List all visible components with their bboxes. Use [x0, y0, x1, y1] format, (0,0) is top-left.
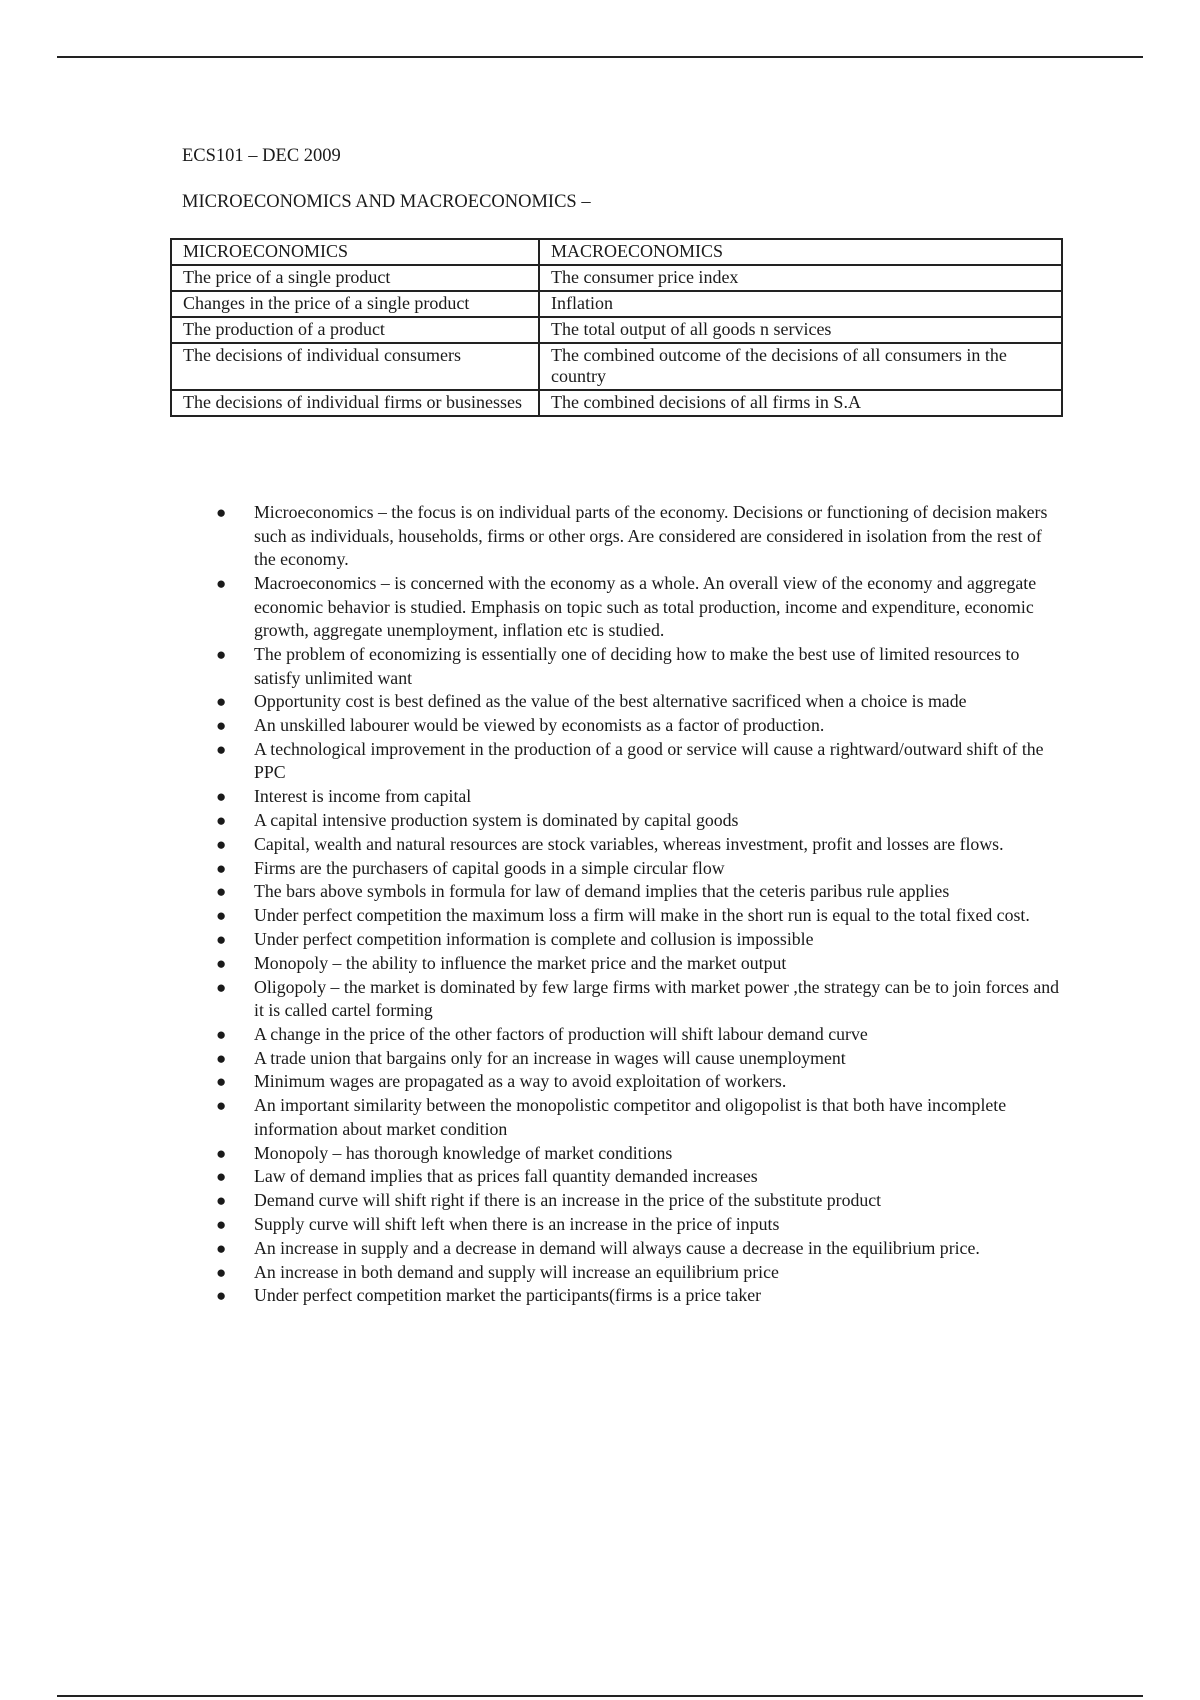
- bullet-icon: ●: [216, 1143, 227, 1163]
- list-item: [214, 1189, 1060, 1213]
- bullet-icon: ●: [216, 1048, 227, 1068]
- table-cell-macro: Inflation: [539, 291, 1062, 317]
- document-title: ECS101 – DEC 2009: [182, 146, 341, 166]
- page-bottom-rule: [57, 1695, 1143, 1697]
- bullet-icon: ●: [216, 834, 227, 854]
- list-item: [214, 1070, 1060, 1094]
- list-item: [214, 833, 1060, 857]
- list-item-text: Supply curve will shift left when there is an increase in the price of inputs: [254, 1213, 780, 1234]
- table-row: [171, 390, 1062, 416]
- table-cell-macro: The consumer price index: [539, 265, 1062, 291]
- list-item-text: Monopoly – the ability to influence the market price and the market output: [254, 952, 787, 973]
- list-item-text: A trade union that bargains only for an increase in wages will cause unemployment: [254, 1047, 846, 1068]
- list-item: [214, 785, 1060, 809]
- list-item-text: The problem of economizing is essentially one of deciding how to make the best use of limited resources to satisfy unlimited want: [254, 643, 1020, 688]
- bullet-icon: ●: [216, 503, 227, 522]
- list-item: [214, 1047, 1060, 1071]
- bullet-icon: ●: [216, 1191, 227, 1211]
- document-subtitle: MICROECONOMICS AND MACROECONOMICS –: [182, 192, 591, 212]
- bullet-icon: ●: [216, 1024, 227, 1044]
- bullet-icon: ●: [216, 1238, 227, 1258]
- bullet-icon: ●: [216, 1072, 227, 1092]
- list-item: [214, 904, 1060, 928]
- list-item: [214, 1165, 1060, 1189]
- list-item-text: Demand curve will shift right if there is an increase in the price of the substitute product: [254, 1190, 882, 1211]
- list-item: [214, 1213, 1060, 1237]
- comparison-table: [170, 238, 1063, 417]
- bullet-icon: ●: [216, 644, 227, 664]
- list-item-text: A change in the price of the other factors of production will shift labour demand curve: [254, 1023, 868, 1044]
- list-item-text: Under perfect competition information is complete and collusion is impossible: [254, 928, 814, 949]
- table-cell-micro: The price of a single product: [171, 265, 539, 291]
- list-item: [214, 809, 1060, 833]
- table-row: [171, 265, 1062, 291]
- page-top-rule: [57, 56, 1143, 58]
- bullet-icon: ●: [216, 929, 227, 949]
- table-cell-micro: The decisions of individual consumers: [171, 343, 539, 390]
- list-item-text: Macroeconomics – is concerned with the economy as a whole. An overall view of the economy and aggregate economic behavior is studied. Emphasis on topic such as total production, income and expenditure, economic growth, aggregate unemployment, inflation etc is studied.: [254, 572, 1037, 641]
- list-item: [214, 643, 1060, 690]
- list-item-text: An increase in supply and a decrease in demand will always cause a decrease in the equilibrium price.: [254, 1237, 980, 1258]
- list-item-text: An increase in both demand and supply will increase an equilibrium price: [254, 1261, 779, 1282]
- list-item-text: Interest is income from capital: [254, 786, 472, 807]
- table-header-row: [171, 239, 1062, 265]
- table-cell-micro: The production of a product: [171, 317, 539, 343]
- list-item: [214, 572, 1060, 643]
- bullet-icon: ●: [216, 787, 227, 807]
- table-cell-micro: Changes in the price of a single product: [171, 291, 539, 317]
- list-item: [214, 1237, 1060, 1261]
- table-cell-micro: The decisions of individual firms or businesses: [171, 390, 539, 416]
- bullet-icon: ●: [216, 953, 227, 973]
- bullet-icon: ●: [216, 1214, 227, 1234]
- list-item-text: Under perfect competition the maximum loss a firm will make in the short run is equal to the total fixed cost.: [254, 905, 1030, 926]
- bullet-icon: ●: [216, 882, 227, 902]
- list-item-text: Microeconomics – the focus is on individual parts of the economy. Decisions or functioning of decision makers such as individuals, households, firms or other orgs. Are considered are considered in isolation from the rest of the economy.: [254, 502, 1048, 570]
- list-item: [214, 714, 1060, 738]
- list-item: [214, 976, 1060, 1023]
- list-item: [214, 1023, 1060, 1047]
- table-cell-macro: The combined decisions of all firms in S.A: [539, 390, 1062, 416]
- notes-bullet-list: [214, 501, 1060, 1308]
- list-item: [214, 690, 1060, 714]
- table-cell-macro: The combined outcome of the decisions of all consumers in the country: [539, 343, 1062, 390]
- bullet-icon: ●: [216, 977, 227, 997]
- list-item-text: Law of demand implies that as prices fall quantity demanded increases: [254, 1166, 758, 1187]
- list-item-text: A technological improvement in the production of a good or service will cause a rightward/outward shift of the PPC: [254, 738, 1044, 783]
- list-item: [214, 880, 1060, 904]
- bullet-icon: ●: [216, 1167, 227, 1187]
- list-item-text: A capital intensive production system is dominated by capital goods: [254, 810, 739, 831]
- list-item: [214, 1284, 1060, 1308]
- table-header-cell: MICROECONOMICS: [171, 239, 539, 265]
- list-item-text: An unskilled labourer would be viewed by economists as a factor of production.: [254, 715, 825, 736]
- table-cell-macro: The total output of all goods n services: [539, 317, 1062, 343]
- bullet-icon: ●: [216, 716, 227, 736]
- bullet-icon: ●: [216, 811, 227, 831]
- list-item-text: Minimum wages are propagated as a way to avoid exploitation of workers.: [254, 1071, 787, 1092]
- list-item: [214, 501, 1060, 572]
- list-item-text: The bars above symbols in formula for law of demand implies that the ceteris paribus rule applies: [254, 881, 950, 902]
- table-row: [171, 317, 1062, 343]
- table-row: [171, 343, 1062, 390]
- list-item-text: Oligopoly – the market is dominated by few large firms with market power ,the strategy can be to join forces and it is called cartel forming: [254, 976, 1060, 1021]
- list-item-text: Capital, wealth and natural resources are stock variables, whereas investment, profit and losses are flows.: [254, 833, 1004, 854]
- bullet-icon: ●: [216, 573, 227, 593]
- bullet-icon: ●: [216, 906, 227, 926]
- list-item: [214, 928, 1060, 952]
- bullet-icon: ●: [216, 1096, 227, 1116]
- bullet-icon: ●: [216, 1286, 227, 1306]
- bullet-icon: ●: [216, 739, 227, 759]
- list-item: [214, 1261, 1060, 1285]
- list-item: [214, 952, 1060, 976]
- bullet-icon: ●: [216, 692, 227, 712]
- bullet-icon: ●: [216, 1262, 227, 1282]
- list-item-text: Monopoly – has thorough knowledge of market conditions: [254, 1142, 673, 1163]
- table-row: [171, 291, 1062, 317]
- list-item-text: Under perfect competition market the participants(firms is a price taker: [254, 1285, 762, 1306]
- list-item-text: An important similarity between the monopolistic competitor and oligopolist is that both have incomplete information about market condition: [254, 1095, 1007, 1139]
- bullet-icon: ●: [216, 858, 227, 878]
- list-item-text: Firms are the purchasers of capital goods in a simple circular flow: [254, 857, 725, 878]
- list-item: [214, 738, 1060, 785]
- list-item: [214, 1094, 1060, 1141]
- list-item: [214, 857, 1060, 881]
- list-item: [214, 1142, 1060, 1166]
- list-item-text: Opportunity cost is best defined as the value of the best alternative sacrificed when a choice is made: [254, 691, 967, 712]
- table-header-cell: MACROECONOMICS: [539, 239, 1062, 265]
